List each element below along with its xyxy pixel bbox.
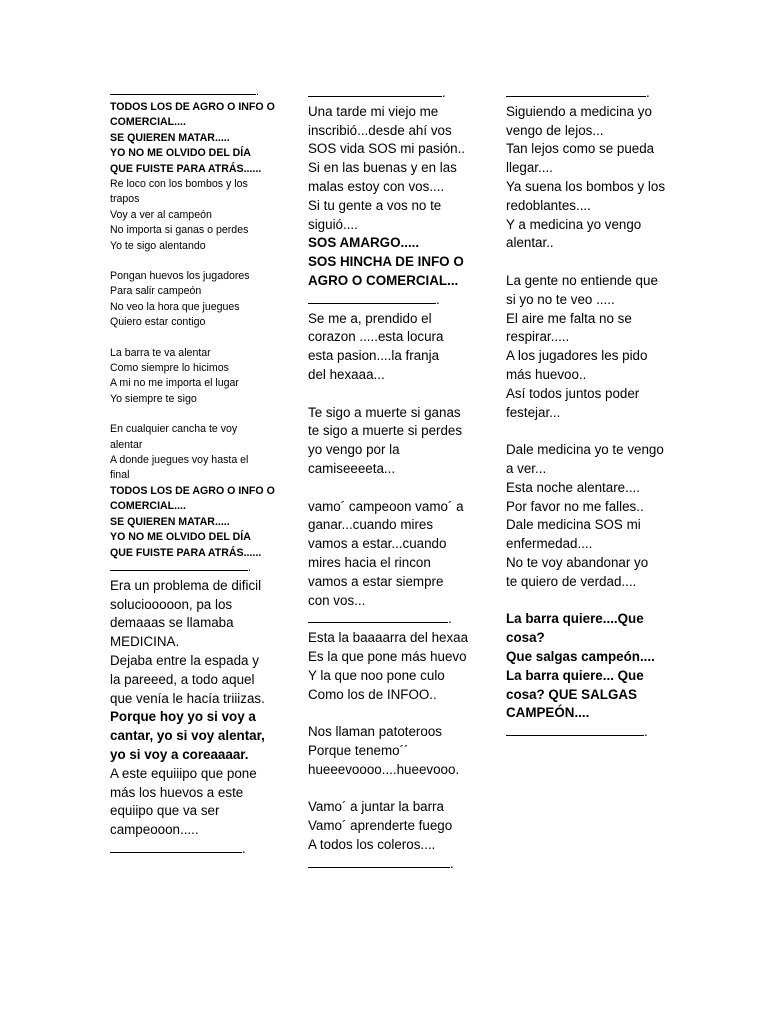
lyric-line: Esta la baaaarra del hexaa [308,630,469,646]
lyric-line: Como los de INFOO.. [308,686,437,702]
lyric-line: Quiero estar contigo [110,316,206,329]
lyric-line: A este equiiipo que pone [110,765,257,781]
lyric-line: A donde juegues voy hasta el [110,454,249,467]
lyric-line: más los huevos a este [110,784,244,800]
verse-block [110,422,280,484]
separator-line: . [110,840,280,859]
separator-line: . [308,855,478,874]
lyric-line: CAMPEÓN.... [506,705,590,721]
chorus-block [110,100,280,177]
verse-block [308,723,478,779]
verse-block [110,177,280,254]
lyric-line: vengo de lejos... [506,122,604,138]
lyric-line: enfermedad.... [506,536,593,552]
lyric-line: Y la que noo pone culo [308,667,445,683]
separator-line: . [506,84,676,103]
lyric-line: mires hacia el rincon [308,555,431,571]
lyric-line: ganar...cuando mires [308,517,434,533]
lyric-line: Nos llaman patoteroos [308,724,442,740]
lyric-line: hueeevoooo....hueevooo. [308,761,460,777]
lyric-line: Porque hoy yo si voy a [110,709,256,725]
lyric-line: vamo´ campeoon vamo´ a [308,498,464,514]
lyric-line: Porque tenemo´´ [308,743,409,759]
lyric-line: No veo la hora que juegues [110,300,240,313]
lyric-line: Para salir campeón [110,285,202,298]
separator-line: . [506,723,676,742]
lyric-line: que venía le hacía triiizas. [110,690,265,706]
verse-block [308,498,478,611]
lyric-line: yo si voy a coreaaaar. [110,747,249,763]
verse-block [110,765,280,840]
lyric-line: alentar [110,438,143,451]
lyric-line: con vos... [308,592,366,608]
lyric-line: Pongan huevos los jugadores [110,270,250,282]
lyric-line: a ver... [506,460,547,476]
lyric-line: COMERCIAL.... [110,500,186,513]
lyric-line: QUE FUISTE PARA ATRÁS...... [110,546,262,559]
lyric-line: demaaas se llamaba [110,615,234,631]
separator-line: . [110,561,280,577]
lyric-line: Como siempre lo hicimos [110,362,229,375]
separator-line: . [308,84,478,103]
lyric-line: El aire me falta no se [506,310,632,326]
lyric-line: festejar... [506,404,561,420]
lyric-line: Vamo´ aprenderte fuego [308,818,453,834]
lyric-line: SOS AMARGO..... [308,235,420,251]
lyric-line: COMERCIAL.... [110,116,186,129]
lyric-line: campeooon..... [110,822,199,838]
lyric-line: Voy a ver al campeón [110,208,212,221]
separator-line: . [308,610,478,629]
lyric-line: SE QUIEREN MATAR..... [110,131,230,144]
lyric-line: Ya suena los bombos y los [506,179,666,195]
lyric-line: Dejaba entre la espada y [110,653,259,669]
lyric-line: La barra te va alentar [110,346,211,359]
lyric-line: A todos los coleros.... [308,837,436,853]
lyric-line: Así todos juntos poder [506,385,640,401]
lyric-line: cosa? [506,630,545,646]
lyric-line: SE QUIEREN MATAR..... [110,515,230,528]
lyric-line: siguió.... [308,216,358,232]
separator-line: . [308,291,478,310]
lyric-line: Vamo´ a juntar la barra [308,799,444,815]
lyric-line: final [110,469,130,482]
lyric-line: TODOS LOS DE AGRO O INFO O [110,100,275,113]
lyric-line: alentar.. [506,235,554,251]
chorus-block [308,234,478,290]
verse-block [110,346,280,408]
lyric-line: La barra quiere....Que [506,611,644,627]
lyric-line: malas estoy con vos.... [308,179,445,195]
lyric-line: A mi no me importa el lugar [110,377,239,390]
chorus-block [110,484,280,561]
lyric-line: YO NO ME OLVIDO DEL DÍA [110,531,251,544]
lyric-line: Una tarde mi viejo me [308,103,439,119]
lyric-line: Si en las buenas y en las [308,160,457,176]
lyric-line: AGRO O COMERCIAL... [308,273,459,289]
lyric-line: vamos a estar siempre [308,573,444,589]
lyric-line: SOS HINCHA DE INFO O [308,254,464,270]
lyric-line: YO NO ME OLVIDO DEL DÍA [110,147,251,160]
lyric-line: equiipo que va ser [110,803,220,819]
lyric-line: cantar, yo si voy alentar, [110,728,265,744]
lyric-line: Te sigo a muerte si ganas [308,404,461,420]
lyric-line: yo vengo por la [308,442,400,458]
lyric-line: redoblantes.... [506,197,591,213]
lyric-line: SOS vida SOS mi pasión.. [308,141,466,157]
chorus-block [110,708,280,764]
lyric-line: TODOS LOS DE AGRO O INFO O [110,484,275,497]
lyric-line: Yo siempre te sigo [110,392,197,405]
lyric-line: MEDICINA. [110,634,180,650]
lyric-line: Y a medicina yo vengo [506,216,642,232]
lyric-line: Re loco con los bombos y los [110,177,248,190]
lyric-line: llegar.... [506,160,553,176]
lyric-line: vamos a estar...cuando [308,536,447,552]
lyric-line: si yo no te veo ..... [506,291,615,307]
lyric-line: corazon .....esta locura [308,329,444,345]
lyric-line: Dale medicina SOS mi [506,517,641,533]
lyric-line: A los jugadores les pido [506,348,648,364]
verse-block [110,577,280,709]
lyric-line: Era un problema de dificil [110,577,262,593]
lyric-line: cosa? QUE SALGAS [506,686,637,702]
lyric-line: la pareeed, a todo aquel [110,671,255,687]
verse-block [308,103,478,235]
lyric-line: En cualquier cancha te voy [110,423,238,436]
lyric-line: inscribió...desde ahí vos [308,122,452,138]
verse-block [308,310,478,385]
column-3 [506,84,676,742]
lyric-line: Esta noche alentare.... [506,479,640,495]
lyric-line: Es la que pone más huevo [308,649,467,665]
verse-block [308,629,478,704]
lyric-line: Tan lejos como se pueda [506,141,655,157]
lyric-line: respirar..... [506,329,570,345]
lyric-line: Se me a, prendido el [308,310,432,326]
lyric-line: QUE FUISTE PARA ATRÁS...... [110,162,262,175]
lyric-line: trapos [110,193,140,206]
verse-block [110,269,280,331]
lyric-line: te sigo a muerte si perdes [308,423,463,439]
lyric-line: soluciooooon, pa los [110,596,233,612]
lyric-line: Yo te sigo alentando [110,239,206,252]
lyric-line: No importa si ganas o perdes [110,224,249,237]
lyric-line: camiseeeeta... [308,461,396,477]
lyric-line: La barra quiere... Que [506,667,644,683]
separator-line: . [110,84,280,100]
lyric-line: del hexaaa... [308,367,385,383]
verse-block [308,798,478,854]
lyric-line: No te voy abandonar yo [506,554,649,570]
column-2 [308,84,478,874]
lyric-line: más huevoo.. [506,367,587,382]
lyric-line: La gente no entiende que [506,273,658,289]
column-1 [110,84,280,859]
verse-block [506,272,676,422]
lyric-line: Dale medicina yo te vengo [506,442,664,458]
verse-block [308,404,478,479]
lyric-line: te quiero de verdad.... [506,573,637,589]
verse-block [506,103,676,253]
verse-block [506,441,676,591]
lyric-line: Si tu gente a vos no te [308,197,442,213]
lyric-line: esta pasion....la franja [308,348,440,364]
lyric-line: Por favor no me falles.. [506,498,644,514]
lyric-line: Que salgas campeón.... [506,648,655,664]
chorus-block [506,610,676,723]
lyric-line: Siguiendo a medicina yo [506,103,652,119]
